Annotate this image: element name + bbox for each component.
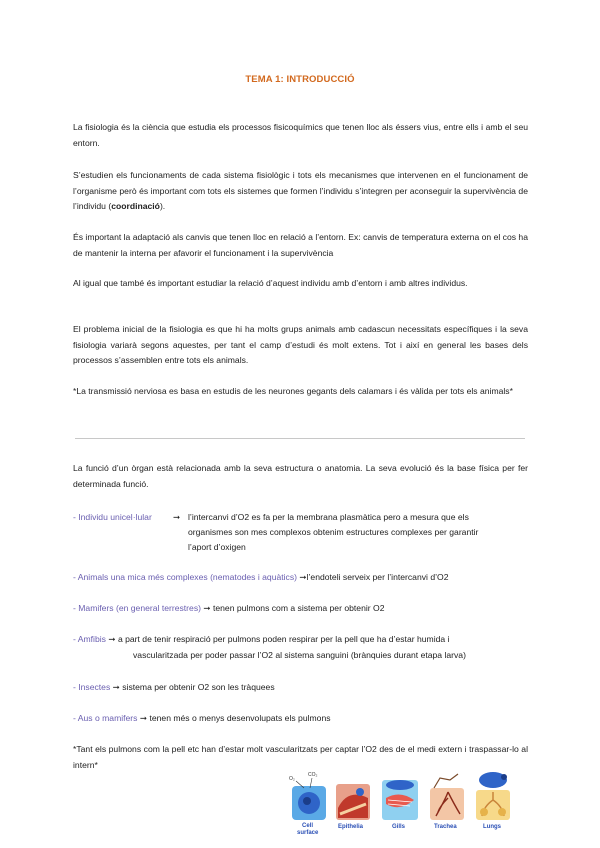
paragraph-definition: La fisiologia és la ciència que estudia els processos fisicoquímics que tenen lloc als éssers vius, entre ells i amb el seu entorn. <box>73 122 528 148</box>
page-title: TEMA 1: INTRODUCCIÓ <box>245 74 355 85</box>
complex-animals-text: l’endoteli serveix per l’intercanvi d’O2 <box>306 572 449 582</box>
arrow-icon: ➞ <box>112 682 120 692</box>
paragraph-organ-function: La funció d’un òrgan està relacionada amb la seva estructura o anatomia. La seva evolució és la base física per fer determinada funció. <box>73 463 528 489</box>
birds-mammals-text: tenen més o menys desenvolupats els pulmons <box>149 713 331 723</box>
unicellular-label: - Individu unicel·lular <box>73 512 152 522</box>
list-item-insects <box>73 680 275 696</box>
caption-surface: surface <box>297 830 319 836</box>
amphibians-label: - Amfibis <box>73 634 106 644</box>
caption-gills: Gills <box>392 824 406 830</box>
co2-label: CO₂ <box>308 772 318 778</box>
trachea-illustration <box>430 774 464 820</box>
insects-label: - Insectes <box>73 682 111 692</box>
paragraph-coordination-end: ). <box>159 201 166 211</box>
caption-trachea: Trachea <box>434 824 457 830</box>
gills-illustration <box>382 780 418 820</box>
caption-epithelia: Epithelia <box>338 824 364 830</box>
caption-cell: Cell <box>302 823 314 829</box>
birds-mammals-label: - Aus o mamifers <box>73 713 138 723</box>
arrow-icon: ➞ <box>299 572 307 582</box>
complex-animals-label: - Animals una mica més complexes (nematodes i aquàtics) <box>73 572 298 582</box>
epithelia-organism <box>356 788 364 796</box>
respiratory-surfaces-figure <box>288 768 520 838</box>
o2-label: O₂ <box>289 776 295 782</box>
list-item-birds-mammals <box>73 711 331 727</box>
cell-surface-illustration <box>289 772 326 820</box>
paragraph-adaptation: És important la adaptació als canvis que tenen lloc en relació a l’entorn. Ex: canvis de temperatura externa on el cos ha de mantenir la interna per afavorir el funcionament i la supervivència <box>73 232 528 258</box>
left-alveoli <box>480 808 488 816</box>
insects-text: sistema per obtenir O2 son les tràquees <box>122 682 275 692</box>
caption-lungs: Lungs <box>483 824 501 830</box>
animal-head <box>501 774 507 780</box>
unicellular-text-2: organismes son mes complexos obtenim estructures complexes per garantir <box>188 527 479 537</box>
paragraph-relation: Al igual que també és important estudiar la relació d’aquest individu amb d’entorn i amb altres individus. <box>73 278 468 288</box>
mammals-text: tenen pulmons com a sistema per obtenir O2 <box>212 603 385 613</box>
fish-body <box>386 780 414 790</box>
list-item-mammals <box>73 601 384 617</box>
arrow-icon: ➞ <box>173 512 181 522</box>
insect-leg <box>434 774 458 788</box>
arrow-icon: ➞ <box>108 634 116 644</box>
right-alveoli <box>498 808 506 816</box>
horizontal-divider <box>75 438 525 439</box>
list-item-complex-animals <box>73 570 448 586</box>
list-item-unicellular <box>73 510 152 526</box>
unicellular-text-3: l’aport d’oxigen <box>188 542 246 552</box>
paragraph-vascular-note: *Tant els pulmons com la pell etc han d’estar molt vascularitzats per captar l’O2 des de el medi extern i traspassar-lo al intern* <box>73 744 528 770</box>
lungs-illustration <box>476 772 510 820</box>
amphibians-text-1: a part de tenir respiració per pulmons poden respirar per la pell que ha d’estar humida i <box>117 634 450 644</box>
paragraph-coordination <box>73 168 528 215</box>
list-item-amphibians <box>73 632 528 648</box>
unicellular-text-1: l’intercanvi d’O2 es fa per la membrana plasmàtica pero a mesura que els <box>188 512 469 522</box>
arrow-icon: ➞ <box>139 713 148 723</box>
epithelia-illustration <box>336 784 370 820</box>
paragraph-coordination-text: S’estudien els funcionaments de cada sistema fisiològic i tots els mecanismes que intervenen en el funcionament de l’organisme però és important com tots els sistemes que formen l’individu s’integren per aconseguir la supervivència de l’individu ( <box>73 170 528 211</box>
arrow-icon: ➞ <box>203 603 211 613</box>
mammals-label: - Mamifers (en general terrestres) <box>73 603 201 613</box>
amphibians-text-2: vascularitzada per poder passar l’O2 al sistema sanguini (brànquies durant etapa larva) <box>133 650 466 660</box>
paragraph-nerve-note: *La transmissió nerviosa es basa en estudis de les neurones gegants dels calamars i és vàlida per tots els animals* <box>73 386 513 396</box>
coordination-term: coordinació <box>111 201 160 211</box>
paragraph-problem: El problema inicial de la fisiologia es que hi ha molts grups animals amb cadascun necessitats específiques i la seva fisiologia variarà segons aquestes, per tant el camp d’estudi és molt extens. Tot i així en general les bases dels processos s’assemblen entre tots els animals. <box>73 324 528 365</box>
cell-nucleus <box>303 797 311 805</box>
